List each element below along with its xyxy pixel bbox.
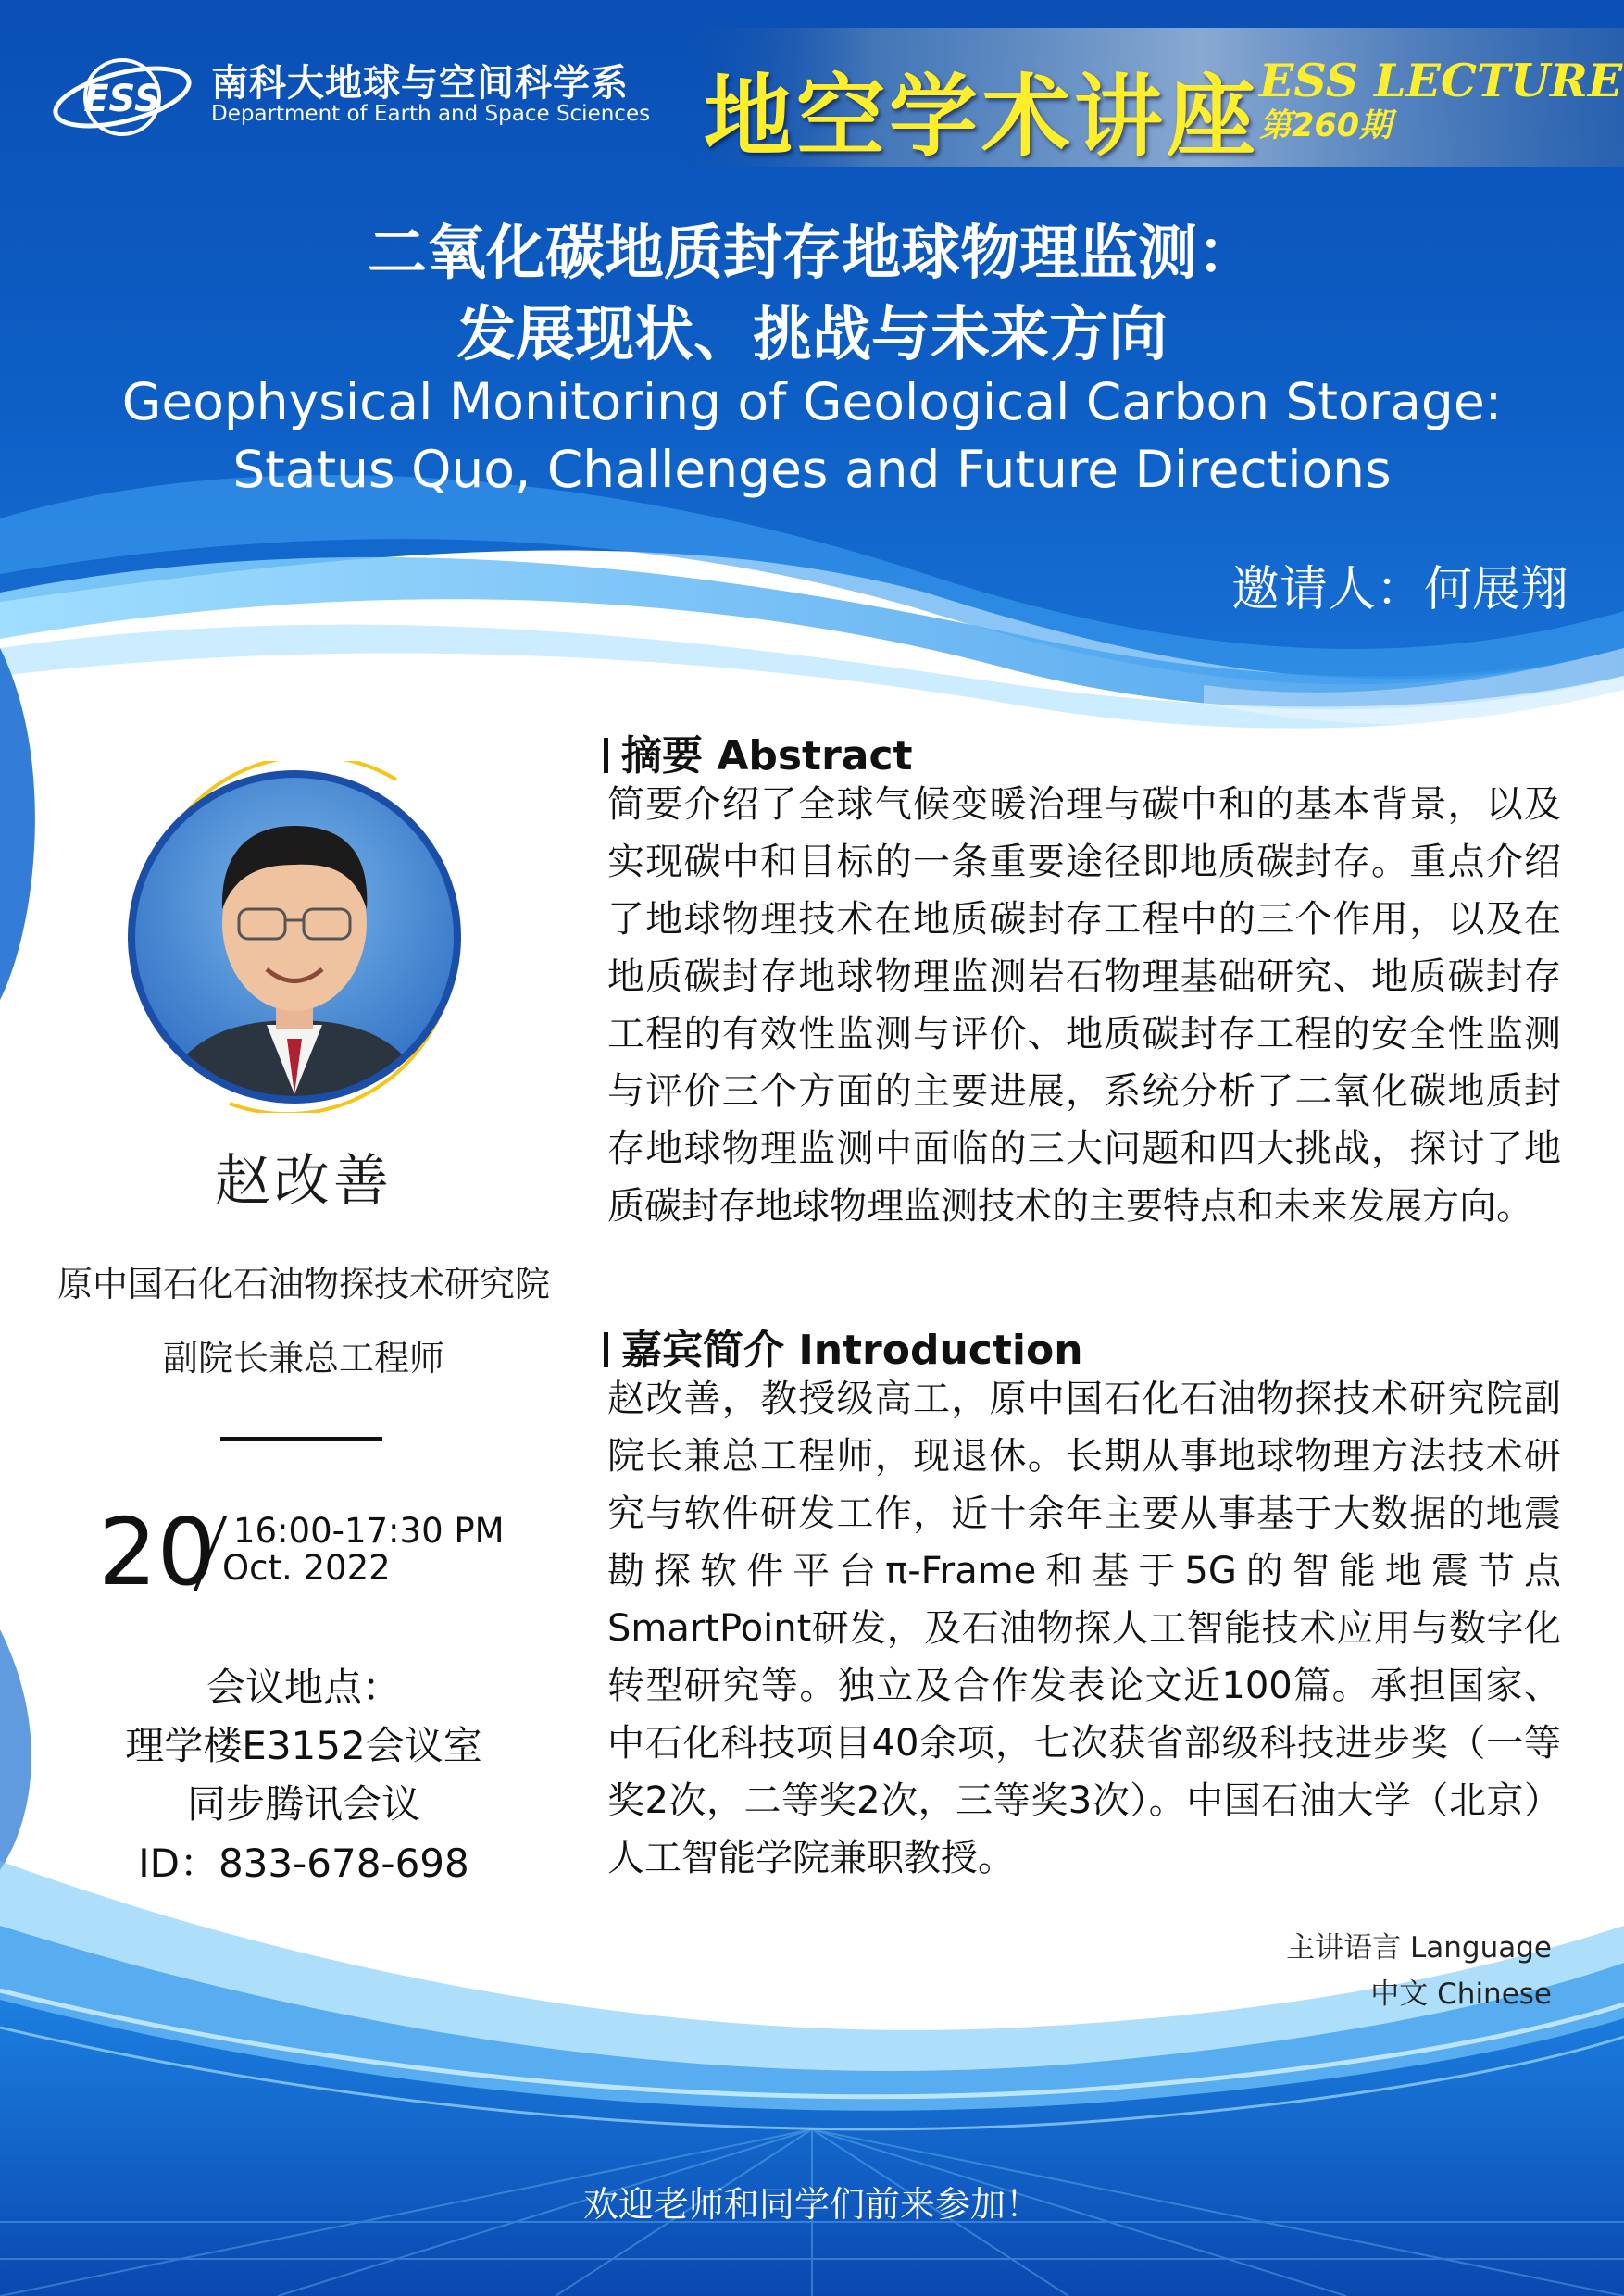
language-value: 中文 Chinese [1370,1978,1552,2011]
meeting-id: ID：833-678-698 [138,1841,469,1886]
heading-bar [604,738,608,773]
introduction-heading-text: 嘉宾简介 Introduction [621,1327,1083,1374]
lecture-title-en-line2: Status Quo, Challenges and Future Directions [232,440,1392,499]
speaker-title-line1: 原中国石化石油物探技术研究院 [56,1264,550,1304]
speaker-title-line2: 副院长兼总工程师 [162,1338,444,1379]
speaker-photo [119,761,470,1113]
series-title-en: ESS LECTURE [1259,54,1623,107]
venue-room: 理学楼E3152会议室 [125,1723,482,1768]
logo-text: ESS [83,78,161,120]
abstract-heading-text: 摘要 Abstract [621,732,913,780]
department-name-cn: 南科大地球与空间科学系 [211,62,629,105]
language-label: 主讲语言 Language [1286,1931,1552,1965]
lecture-title-cn-line2: 发展现状、挑战与未来方向 [456,301,1168,369]
department-name-en: Department of Earth and Space Sciences [211,102,651,126]
series-title-cn: 地空学术讲座 [704,64,1259,168]
inviter: 邀请人：何展翔 [1230,562,1568,618]
lecture-title-en-line1: Geophysical Monitoring of Geological Carbon Storage: [121,372,1503,431]
divider [220,1437,382,1441]
venue-label: 会议地点： [206,1665,401,1710]
heading-bar [604,1332,608,1367]
lecture-title-cn-line1: 二氧化碳地质封存地球物理监测： [368,219,1256,288]
event-day: 20 [98,1498,217,1606]
introduction-text: 赵改善，教授级高工，原中国石化石油物探技术研究院副院长兼总工程师，现退休。长期从事地球物理方法技术研究与软件研发工作，近十余年主要从事基于大数据的地震勘探软件平台π-Frame和基于5G的智能地震节点SmartPoint研发，及石油物探人工智能技术应用与数字化转型研究等。独立及合作发表论文近100篇。承担国家、中石化科技项目40余项，七次获省部级科技进步奖（一等奖2次，二等奖2次，三等奖3次）。中国石油大学（北京）人工智能学院兼职教授。 [607,1378,1561,1879]
introduction-heading [604,1316,1083,1376]
ess-logo-icon [48,46,196,148]
abstract-text: 简要介绍了全球气候变暖治理与碳中和的基本背景，以及实现碳中和目标的一条重要途径即地质碳封存。重点介绍了地球物理技术在地质碳封存工程中的三个作用，以及在地质碳封存地球物理监测岩石物理基础研究、地质碳封存工程的有效性监测与评价、地质碳封存工程的安全性监测与评价三个方面的主要进展，系统分析了二氧化碳地质封存地球物理监测中面临的三大问题和四大挑战，探讨了地质碳封存地球物理监测技术的主要特点和未来发展方向。 [607,783,1561,1228]
event-time: 16:00-17:30 PM [233,1511,505,1551]
series-issue-number: 第260期 [1259,107,1393,144]
event-month-year: Oct. 2022 [222,1548,391,1588]
abstract-heading [604,722,913,781]
venue-online: 同步腾讯会议 [186,1781,420,1827]
speaker-name: 赵改善 [215,1149,393,1214]
welcome-message: 欢迎老师和同学们前来参加！ [582,2184,1041,2225]
